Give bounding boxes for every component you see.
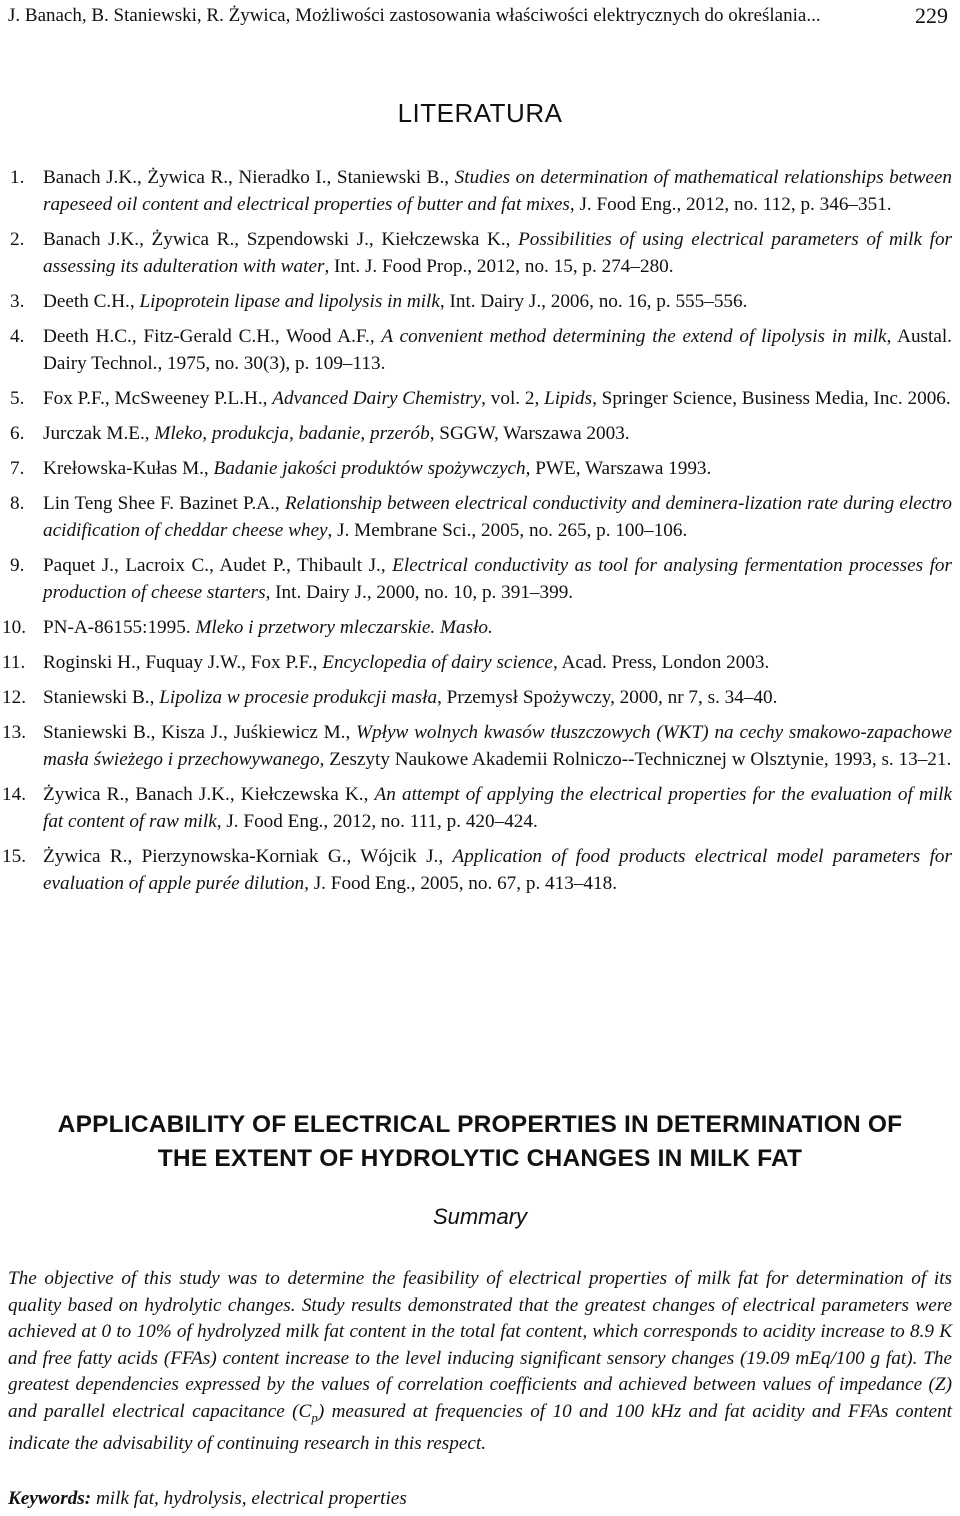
reference-title: Possibilities of using electrical parameters of milk for assessing its adulteration with water xyxy=(43,229,953,277)
reference-authors: Banach J.K., Żywica R., Nieradko I., Staniewski B., xyxy=(43,167,455,188)
reference-number: 13. xyxy=(2,722,26,743)
reference-title: Mleko, produkcja, badanie, przerób xyxy=(154,423,430,444)
english-title xyxy=(0,1108,960,1176)
reference-number: 3. xyxy=(10,291,25,312)
running-head-text: J. Banach, B. Staniewski, R. Żywica, Możliwości zastosowania właściwości elektrycznych do określania... xyxy=(8,5,821,26)
reference-details-2: , Springer Science, Business Media, Inc. 2006. xyxy=(592,388,951,409)
reference-authors: Żywica R., Banach J.K., Kiełczewska K., xyxy=(43,784,375,805)
reference-authors: Paquet J., Lacroix C., Audet P., Thibault J., xyxy=(43,555,393,576)
reference-item xyxy=(2,719,952,773)
abstract xyxy=(8,1266,952,1458)
reference-item xyxy=(2,649,952,676)
reference-authors: Żywica R., Pierzynowska-Korniak G., Wójcik J., xyxy=(43,846,453,867)
abstract-subscript: p xyxy=(311,1409,318,1425)
reference-authors: Fox P.F., McSweeney P.L.H., xyxy=(43,388,273,409)
keywords-label: Keywords: xyxy=(8,1488,92,1509)
abstract-part-1: The objective of this study was to determine the feasibility of electrical properties of milk fat for determination of its quality based on hydrolytic changes. Study results demonstrated that the greatest changes of electrical parameters were achieved at 0 to 10% of hydrolyzed milk fat content in the total fat content, which corresponds to acidity increase to 8.9 K and free fatty acids (FFAs) content increase to the level inducing significant sensory changes (19.09 mEq/100 g fat). The greatest dependencies expressed by the values of correlation coefficients and achieved between values of impedance (Z) and parallel electrical capacitance (C xyxy=(8,1268,952,1422)
reference-details: , PWE, Warszawa 1993. xyxy=(525,458,712,479)
reference-title: Mleko i przetwory mleczarskie. Masło. xyxy=(195,617,493,638)
reference-number: 12. xyxy=(2,687,26,708)
reference-title: Lipoliza w procesie produkcji masła xyxy=(159,687,438,708)
reference-item xyxy=(10,490,952,544)
reference-details: , Austal. Dairy Technol., 1975, no. 30(3), p. 109–113. xyxy=(43,326,952,374)
reference-number: 7. xyxy=(10,458,25,479)
running-head xyxy=(8,4,948,28)
reference-authors: Banach J.K., Żywica R., Szpendowski J., Kiełczewska K., xyxy=(43,229,519,250)
reference-details: , Zeszyty Naukowe Akademii Rolniczo--Technicznej w Olsztynie, 1993, s. 13–21. xyxy=(319,749,952,770)
reference-title: Relationship between electrical conductivity and deminera-lization rate during electro acidification of cheddar cheese whey xyxy=(43,493,952,541)
reference-details: , Int. Dairy J., 2000, no. 10, p. 391–399. xyxy=(265,582,574,603)
reference-title: Wpływ wolnych kwasów tłuszczowych (WKT) na cechy smakowo-zapachowe masła świeżego i przechowywanego xyxy=(43,722,952,770)
reference-authors: Staniewski B., xyxy=(43,687,160,708)
reference-item xyxy=(2,684,952,711)
reference-item xyxy=(10,164,952,218)
reference-details: , J. Food Eng., 2012, no. 112, p. 346–351. xyxy=(569,194,892,215)
reference-title-2: Lipids xyxy=(544,388,593,409)
reference-item xyxy=(10,552,952,606)
literature-heading: LITERATURA xyxy=(397,98,563,128)
reference-details: , J. Food Eng., 2012, no. 111, p. 420–424. xyxy=(216,811,538,832)
abstract-part-2: ) measured at frequencies of 10 and 100 kHz and fat acidity and FFAs content indicate the advisability of continuing research in this respect. xyxy=(8,1400,952,1455)
summary-heading: Summary xyxy=(432,1204,528,1229)
reference-authors: PN-A-86155:1995. xyxy=(43,617,196,638)
english-title-line-1: APPLICABILITY OF ELECTRICAL PROPERTIES IN DETERMINATION OF xyxy=(57,1111,903,1138)
reference-title: A convenient method determining the extend of lipolysis in milk xyxy=(381,326,887,347)
reference-item xyxy=(10,288,952,315)
reference-number: 6. xyxy=(10,423,25,444)
reference-authors: Roginski H., Fuquay J.W., Fox P.F., xyxy=(43,652,323,673)
reference-title: Electrical conductivity as tool for analysing fermentation processes for production of cheese starters xyxy=(43,555,952,603)
reference-details: J. Food Eng., 2005, no. 67, p. 413–418. xyxy=(308,873,617,894)
reference-item xyxy=(10,226,952,280)
page-number: 229 xyxy=(915,3,948,28)
english-title-line-2: THE EXTENT OF HYDROLYTIC CHANGES IN MILK FAT xyxy=(157,1145,803,1172)
reference-number: 15. xyxy=(2,846,26,867)
reference-number: 9. xyxy=(10,555,25,576)
reference-number: 11. xyxy=(2,652,26,673)
reference-details: , J. Membrane Sci., 2005, no. 265, p. 100–106. xyxy=(327,520,688,541)
reference-number: 1. xyxy=(10,167,25,188)
reference-details: , vol. 2, xyxy=(481,388,545,409)
reference-number: 14. xyxy=(2,784,26,805)
reference-details: , SGGW, Warszawa 2003. xyxy=(429,423,630,444)
reference-title: Studies on determination of mathematical relationships between rapeseed oil content and electrical properties of butter and fat mixes xyxy=(43,167,952,215)
reference-item xyxy=(10,323,952,377)
reference-item xyxy=(10,420,952,447)
keywords xyxy=(8,1486,952,1512)
reference-list xyxy=(2,164,953,905)
reference-details: , Acad. Press, London 2003. xyxy=(552,652,770,673)
reference-title: Advanced Dairy Chemistry xyxy=(272,388,482,409)
reference-authors: Staniewski B., Kisza J., Juśkiewicz M., xyxy=(43,722,357,743)
reference-authors: Lin Teng Shee F. Bazinet P.A., xyxy=(43,493,285,514)
reference-authors: Deeth C.H., xyxy=(43,291,140,312)
reference-title: Lipoprotein lipase and lipolysis in milk xyxy=(139,291,440,312)
keywords-text: milk fat, hydrolysis, electrical properties xyxy=(91,1488,407,1509)
reference-details: , Int. J. Food Prop., 2012, no. 15, p. 274–280. xyxy=(324,256,674,277)
reference-number: 2. xyxy=(10,229,25,250)
reference-details: , Int. Dairy J., 2006, no. 16, p. 555–556. xyxy=(439,291,748,312)
reference-item xyxy=(2,781,952,835)
reference-item xyxy=(10,455,952,482)
reference-authors: Jurczak M.E., xyxy=(43,423,155,444)
reference-title: Encyclopedia of dairy science xyxy=(322,652,553,673)
reference-number: 5. xyxy=(10,388,25,409)
reference-number: 8. xyxy=(10,493,25,514)
reference-authors: Krełowska-Kułas M., xyxy=(43,458,214,479)
reference-title: An attempt of applying the electrical properties for the evaluation of milk fat content of raw milk xyxy=(43,784,952,832)
reference-item xyxy=(10,385,952,412)
reference-item xyxy=(2,614,952,641)
reference-item xyxy=(2,843,952,897)
reference-number: 4. xyxy=(10,326,25,347)
reference-number: 10. xyxy=(2,617,26,638)
reference-title: Application of food products electrical model parameters for evaluation of apple purée dilution, xyxy=(43,846,952,894)
reference-details: , Przemysł Spożywczy, 2000, nr 7, s. 34–40. xyxy=(437,687,778,708)
reference-title: Badanie jakości produktów spożywczych xyxy=(213,458,526,479)
reference-authors: Deeth H.C., Fitz-Gerald C.H., Wood A.F., xyxy=(43,326,382,347)
